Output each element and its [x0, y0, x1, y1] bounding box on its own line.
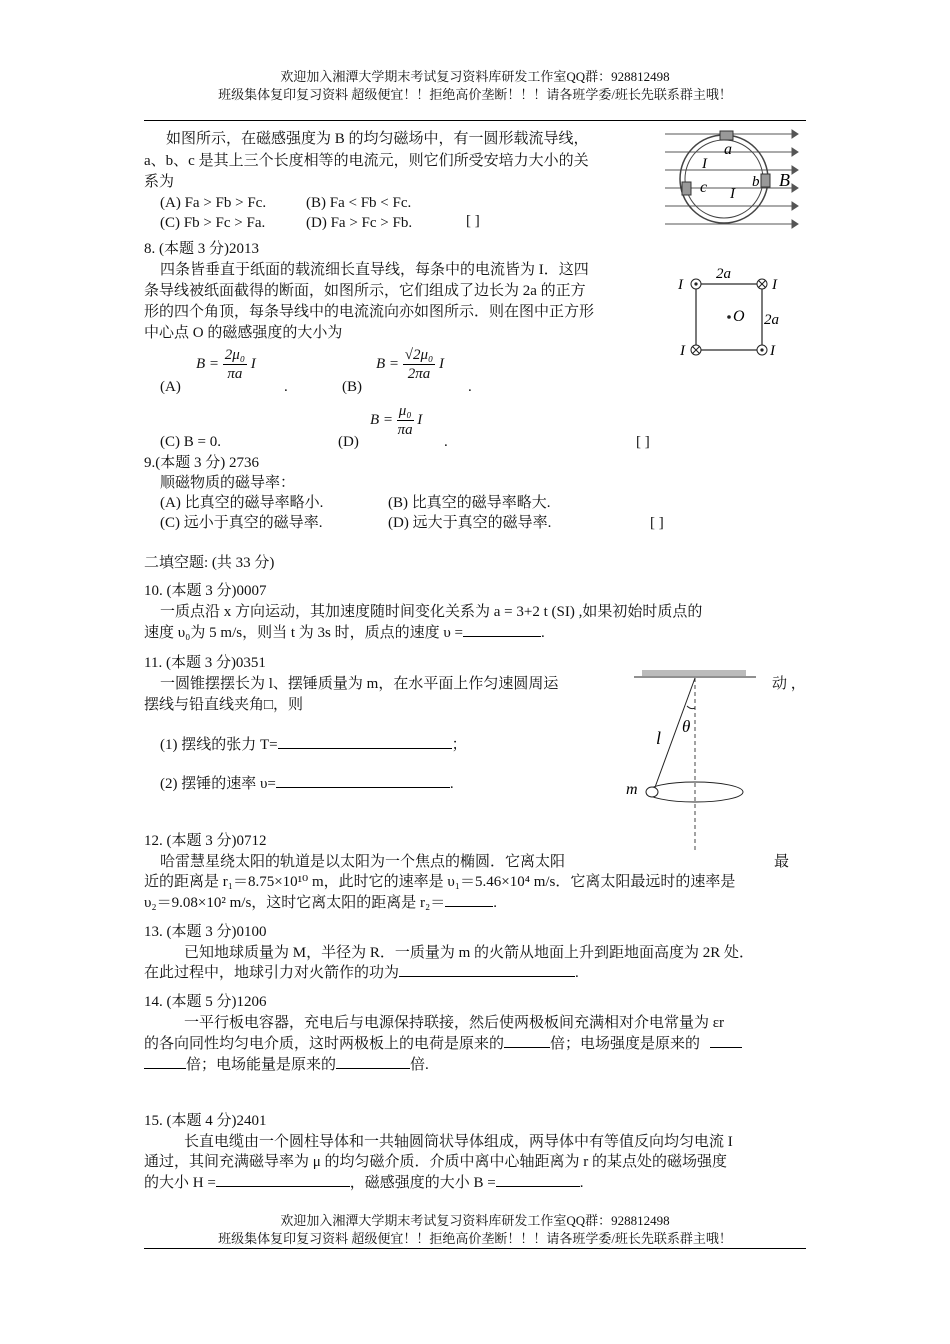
q11-item-2 — [160, 773, 454, 795]
q7-option-c: (C) Fb > Fc > Fa. — [160, 215, 266, 231]
wire-bottom-right-out — [757, 345, 767, 355]
q9-title: 9.(本题 3 分) 2736 — [144, 455, 259, 471]
q8-b-numerator: √2μ₀ — [404, 347, 434, 364]
q7-fig-label-b: b — [752, 174, 760, 190]
header-line-2: 班级集体复印复习资料 超级便宜！！拒绝高价垄断！！！请各班学委/班长先联系群主哦！ — [218, 87, 732, 102]
wire-top-left-out — [691, 279, 701, 289]
q8-d-numerator: μ₀ — [398, 403, 412, 420]
q7-fig-label-field-b: B — [779, 170, 790, 190]
q11-item-1-end: ； — [451, 737, 467, 753]
q10-velocity-blank[interactable] — [463, 622, 541, 637]
q13-line-1: 已知地球质量为 M，半径为 R．一质量为 m 的火箭从地面上升到距地面高度为 2R 处． — [184, 945, 755, 961]
q7-figure-loop-in-field — [660, 124, 800, 234]
q8-d-denominator: πa — [397, 422, 413, 439]
q7-line-2: a、b、c 是其上三个长度相等的电流元，则它们所受安培力大小的关 — [144, 153, 589, 169]
q14-field-blank-part-1[interactable] — [710, 1033, 742, 1048]
q11-fig-length-label: l — [656, 728, 662, 748]
q12-line-1-tail: 最 — [774, 854, 790, 870]
q8-d-rhs: I — [417, 412, 423, 428]
q14-line-2 — [144, 1033, 742, 1055]
q10-line-2-text: 速度 υ₀为 5 m/s，则当 t 为 3s 时，质点的速度 υ = — [144, 625, 463, 641]
q8-a-lhs: B = — [196, 356, 220, 372]
q12-line-3 — [144, 892, 497, 914]
q8-fig-current-bl: I — [680, 343, 685, 359]
q8-answer-bracket: [ ] — [636, 434, 650, 450]
q11-speed-blank[interactable] — [276, 773, 450, 788]
q12-title: 12. (本题 3 分)0712 — [144, 833, 267, 849]
q7-line-1: 如图所示，在磁感强度为 B 的均匀磁场中，有一圆形载流导线， — [166, 131, 589, 147]
q13-line-2 — [144, 962, 579, 984]
q8-option-a-label: (A) — [160, 379, 181, 395]
q8-b-rhs: I — [439, 356, 445, 372]
q8-a-denominator: πa — [227, 366, 243, 383]
q14-energy-label: 倍；电场能量是原来的 — [186, 1057, 337, 1073]
q15-h-blank[interactable] — [216, 1172, 350, 1187]
q10-line-2-end: . — [540, 625, 545, 641]
q9-stem: 顺磁物质的磁导率： — [160, 475, 296, 491]
q9-option-a: (A) 比真空的磁导率略小. — [160, 495, 324, 511]
q9-option-d: (D) 远大于真空的磁导率. — [388, 515, 552, 531]
q8-option-c: (C) B = 0. — [160, 434, 221, 450]
q8-b-period: . — [468, 379, 472, 395]
element-b-marker — [761, 174, 770, 187]
q7-fig-label-current-1: I — [702, 156, 707, 172]
q13-line-2-text: 在此过程中，地球引力对火箭作的功为 — [144, 965, 400, 981]
q8-fig-right-side-label: 2a — [764, 312, 779, 328]
q8-fig-current-tl: I — [678, 277, 683, 293]
q11-line-2: 摆线与铅直线夹角□，则 — [144, 697, 304, 713]
header-rule — [144, 120, 806, 121]
q14-charge-label: 的各向同性均匀电介质，这时两极板上的电荷是原来的 — [144, 1036, 505, 1052]
q14-energy-blank[interactable] — [336, 1054, 410, 1069]
q8-option-b-formula — [376, 346, 444, 383]
q14-field-label: 倍；电场强度是原来的 — [550, 1036, 701, 1052]
q15-b-label: ，磁感强度的大小 B = — [349, 1175, 496, 1191]
q10-line-2 — [144, 622, 545, 644]
wire-top-right-in — [757, 279, 767, 289]
q8-a-numerator: 2μ₀ — [224, 347, 246, 364]
q10-line-1: 一质点沿 x 方向运动，其加速度随时间变化关系为 a = 3+2 t (SI) ,如果初始时质点的 — [160, 604, 703, 620]
q11-item-1 — [160, 734, 467, 756]
q8-line-2: 条导线被纸面截得的断面，如图所示，它们组成了边长为 2a 的正方 — [144, 283, 586, 299]
q14-charge-blank[interactable] — [504, 1033, 550, 1048]
footer-line-2: 班级集体复印复习资料 超级便宜！！拒绝高价垄断！！！请各班学委/班长先联系群主哦！ — [218, 1231, 732, 1246]
q12-line-1: 哈雷慧星绕太阳的轨道是以太阳为一个焦点的椭圆．它离太阳 — [160, 854, 566, 870]
header-line-1: 欢迎加入湘潭大学期末考试复习资料库研发工作室QQ群：928812498 — [280, 69, 670, 84]
q11-fig-mass-label: m — [626, 781, 638, 798]
q9-option-b: (B) 比真空的磁导率略大. — [388, 495, 551, 511]
q8-option-a-formula — [196, 346, 256, 383]
q14-line-1: 一平行板电容器，充电后与电源保持联接，然后使两极板间充满相对介电常量为 εr — [184, 1015, 725, 1031]
q8-d-fraction — [397, 402, 414, 439]
q13-line-2-end: . — [575, 965, 579, 981]
q8-d-lhs: B = — [370, 412, 394, 428]
q9-option-c: (C) 远小于真空的磁导率. — [160, 515, 323, 531]
q7-option-b: (B) Fa < Fb < Fc. — [306, 195, 412, 211]
q15-b-blank[interactable] — [496, 1172, 580, 1187]
section-2-heading: 二填空题: (共 33 分) — [144, 555, 275, 571]
q8-b-lhs: B = — [376, 356, 400, 372]
q15-line-3 — [144, 1172, 584, 1194]
q15-title: 15. (本题 4 分)2401 — [144, 1113, 267, 1129]
q8-option-d-formula — [370, 402, 422, 439]
angle-arc — [687, 706, 695, 709]
q8-fig-current-tr: I — [772, 277, 777, 293]
q8-d-period: . — [444, 434, 448, 450]
q15-line-3-end: . — [579, 1175, 584, 1191]
q8-fig-center-label: O — [733, 308, 745, 325]
footer-line-1: 欢迎加入湘潭大学期末考试复习资料库研发工作室QQ群：928812498 — [280, 1213, 670, 1228]
q13-title: 13. (本题 3 分)0100 — [144, 924, 267, 940]
q7-fig-label-a: a — [724, 141, 732, 158]
q7-fig-label-c: c — [700, 179, 708, 196]
q14-title: 14. (本题 5 分)1206 — [144, 994, 267, 1010]
q15-h-label: 的大小 H = — [144, 1175, 216, 1191]
q14-field-blank-part-2[interactable] — [144, 1054, 186, 1069]
q8-line-4: 中心点 O 的磁感强度的大小为 — [144, 325, 343, 341]
q8-b-fraction — [403, 346, 435, 383]
q8-title: 8. (本题 3 分)2013 — [144, 241, 259, 257]
q8-a-rhs: I — [250, 356, 256, 372]
q11-title: 11. (本题 3 分)0351 — [144, 655, 266, 671]
q8-b-denominator: 2πa — [407, 366, 431, 383]
q7-fig-label-current-2: I — [730, 186, 735, 202]
q8-fig-top-side-label: 2a — [716, 266, 731, 282]
wire-bottom-left-in — [691, 345, 701, 355]
center-point-o — [727, 315, 731, 319]
q8-figure-square — [672, 262, 794, 366]
q11-line-1: 一圆锥摆摆长为 l、摆锤质量为 m，在水平面上作匀速圆周运 — [160, 676, 559, 692]
element-c-marker — [682, 182, 691, 195]
q8-a-period: . — [284, 379, 288, 395]
q13-work-blank[interactable] — [399, 962, 575, 977]
q11-tension-label: (1) 摆线的张力 T= — [160, 737, 278, 753]
q11-tension-blank[interactable] — [278, 734, 452, 749]
q8-line-1: 四条皆垂直于纸面的载流细长直导线，每条中的电流皆为 I．这四 — [160, 262, 589, 278]
q15-line-1: 长直电缆由一个圆柱导体和一共轴圆筒状导体组成，两导体中有等值反向均匀电流 I — [184, 1134, 733, 1150]
q8-fig-current-br: I — [770, 343, 775, 359]
q8-line-3: 形的四个角顶，每条导线中的电流流向亦如图所示．则在图中正方形 — [144, 304, 595, 320]
q11-line-1-tail: 动 ， — [772, 676, 806, 692]
q11-speed-label: (2) 摆锤的速率 υ= — [160, 776, 276, 792]
footer-rule — [144, 1248, 806, 1249]
q8-option-d-label: (D) — [338, 434, 359, 450]
q15-line-2: 通过，其间充满磁导率为 μ 的均匀磁介质．介质中离中心轴距离为 r 的某点处的磁场强度 — [144, 1154, 728, 1170]
q9-answer-bracket: [ ] — [650, 515, 664, 531]
q11-fig-angle-label: θ — [682, 717, 691, 736]
q12-line-3-end: . — [493, 895, 498, 911]
q7-option-d: (D) Fa > Fc > Fb. — [306, 215, 413, 231]
q14-line-3-end: 倍. — [410, 1057, 429, 1073]
q8-option-b-label: (B) — [342, 379, 362, 395]
q12-distance-blank[interactable] — [445, 892, 493, 907]
q8-a-fraction — [223, 346, 247, 383]
q7-line-3: 系为 — [144, 174, 175, 190]
ceiling-support — [642, 670, 746, 676]
element-a-marker — [720, 131, 733, 140]
q7-answer-bracket: [ ] — [466, 213, 480, 229]
q14-line-3 — [144, 1054, 429, 1076]
q12-line-3-text: υ₂＝9.08×10² m/s，这时它离太阳的距离是 r₂＝ — [144, 895, 446, 911]
q11-figure-conical-pendulum — [620, 666, 770, 852]
q12-line-2: 近的距离是 r₁＝8.75×10¹⁰ m，此时它的速率是 υ₁＝5.46×10⁴ m/s．它离太阳最远时的速率是 — [144, 874, 736, 890]
q10-title: 10. (本题 3 分)0007 — [144, 583, 267, 599]
q11-item-2-end: . — [449, 776, 454, 792]
pendulum-bob — [646, 787, 658, 797]
q7-option-a: (A) Fa > Fb > Fc. — [160, 195, 267, 211]
